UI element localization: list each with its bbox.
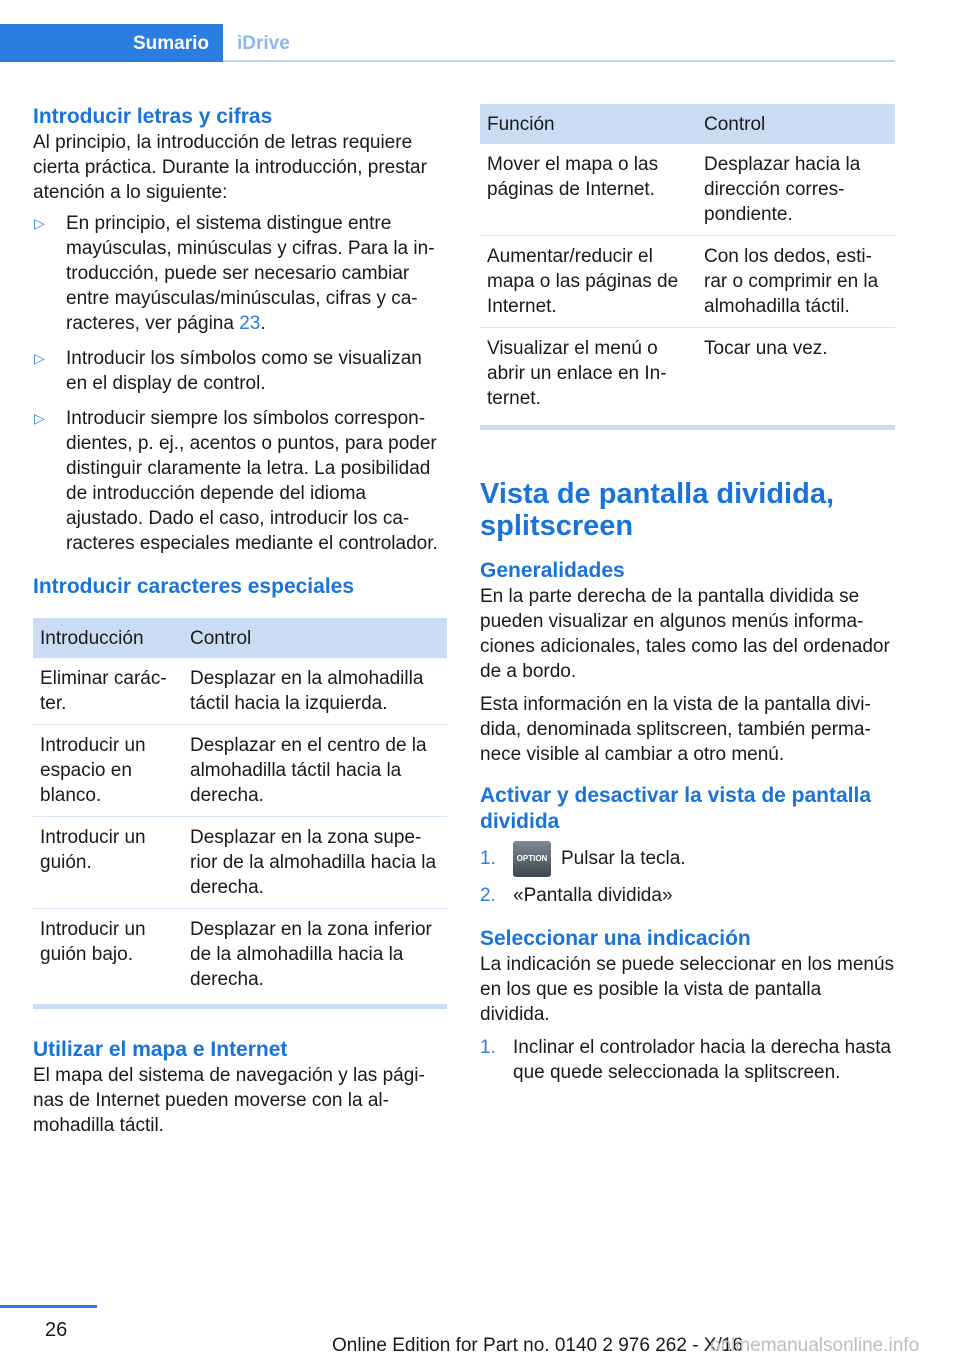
step-number: 2. [480, 885, 496, 907]
paragraph: Esta información en la vista de la pantalla dividida, denominada splitscreen, también permanece visible al cambiar a otro menú. [480, 694, 871, 765]
list-item [480, 841, 895, 877]
table-cell: Desplazar en la almohadilla táctil hacia la izquierda. [183, 658, 447, 725]
tab-sumario-label: Sumario [132, 33, 209, 54]
tab-idrive[interactable]: iDrive [237, 33, 290, 54]
table-cell: Desplazar en la zona superior de la almohadilla hacia la derecha. [183, 817, 447, 909]
list-item [33, 211, 447, 336]
function-control-table [480, 104, 895, 419]
bullet-list [33, 211, 447, 556]
column-header: Control [697, 104, 895, 144]
special-characters-table [33, 618, 447, 1000]
table-row [33, 725, 447, 817]
table-cell: Tocar una vez. [704, 338, 828, 359]
table-cell: Desplazar en la zona inferior de la almohadilla hacia la derecha. [190, 919, 432, 990]
left-column [33, 104, 447, 1146]
table-row [33, 658, 447, 725]
table-header-row [33, 618, 447, 658]
table-cell: Introducir un guión. [33, 817, 183, 909]
bullet-text-end: . [260, 313, 266, 334]
triangle-bullet-icon: ▷ [34, 350, 45, 366]
right-column [480, 104, 895, 1091]
bullet-text: Introducir siempre los símbolos correspondientes, p. ej., acentos o puntos, para poder distinguir claramente la letra. La posibilidad de introducción depende del idioma ajustado. Dado el caso, introducir los caracteres especiales mediante el controlador. [66, 408, 438, 554]
section-title-seleccionar: Seleccionar una indicación [480, 927, 751, 951]
paragraph: En la parte derecha de la pantalla dividida se pueden visualizar en algunos menús informaciones adicionales, tales como las del ordenador de a bordo. [480, 586, 890, 682]
page-number: 26 [45, 1319, 68, 1341]
table-cell: Introducir un guión bajo. [40, 919, 146, 965]
bullet-text: Introducir los símbolos como se visualizan en el display de control. [66, 348, 422, 394]
triangle-bullet-icon: ▷ [34, 215, 45, 231]
step-number: 1. [480, 1037, 496, 1059]
list-item [480, 1035, 895, 1085]
list-item [33, 346, 447, 396]
step-number: 1. [480, 848, 496, 869]
triangle-bullet-icon: ▷ [34, 410, 45, 426]
step-text: Pulsar la tecla. [561, 848, 686, 870]
column-header: Introducción [33, 618, 183, 658]
section-title-mapa: Utilizar el mapa e Internet [33, 1038, 288, 1061]
table-cell: Visualizar el menú o abrir un enlace en Internet. [487, 338, 667, 409]
chapter-title: Vista de pantalla dividida, splitscreen [480, 478, 835, 542]
list-item [33, 406, 447, 556]
header-divider [223, 60, 895, 62]
section-title-letras: Introducir letras y cifras [33, 105, 273, 128]
steps-activar [480, 841, 895, 908]
table-row [480, 144, 895, 236]
step-text: «Pantalla dividida» [513, 885, 673, 907]
step-text: Inclinar el controlador hacia la derecha hasta que quede seleccionada la splitscreen. [513, 1037, 892, 1084]
edition-note: Online Edition for Part no. 0140 2 976 262 - X/16 [332, 1335, 743, 1356]
header-bar [0, 0, 895, 62]
page-link[interactable]: 23 [239, 313, 261, 334]
table-end-bar [33, 1004, 447, 1009]
table-cell: Introducir un espacio en blanco. [33, 725, 183, 817]
bullet-text: En principio, el sistema distingue entre mayúsculas, minúsculas y cifras. Para la introducción, puede ser necesario cambiar entre mayúsculas/minúsculas, cifras y caracteres, ver página [66, 213, 435, 334]
table-cell: Aumentar/reducir el mapa o las páginas de Internet. [480, 236, 697, 328]
table-header-row [480, 104, 895, 144]
table-row [33, 909, 447, 1001]
section-title-activar: Activar y desactivar la vista de pantalla dividida [480, 784, 872, 833]
section-intro-letras: Al principio, la introducción de letras requiere cierta práctica. Durante la introducción, prestar atención a lo siguiente: [33, 132, 427, 203]
section-title-especiales: Introducir caracteres especiales [33, 575, 355, 598]
table-row [480, 236, 895, 328]
table-end-bar [480, 425, 895, 430]
watermark: onlinemanualsonline.info [710, 1335, 920, 1356]
section-text-mapa: El mapa del sistema de navegación y las páginas de Internet pueden moverse con la almohadilla táctil. [33, 1065, 425, 1136]
column-header: Control [183, 618, 447, 658]
paragraph: La indicación se puede seleccionar en los menús en los que es posible la vista de pantalla dividida. [480, 954, 895, 1026]
table-row [33, 817, 447, 909]
steps-seleccionar [480, 1035, 895, 1085]
table-row [480, 328, 895, 420]
tab-sumario[interactable] [0, 24, 223, 62]
footer-line [0, 1305, 97, 1308]
table-cell: Eliminar carácter. [33, 658, 183, 725]
list-item [480, 883, 895, 908]
option-button-icon: OPTION [513, 841, 551, 877]
section-title-generalidades: Generalidades [480, 559, 625, 582]
column-header: Función [480, 104, 697, 144]
table-cell: Desplazar hacia la dirección correspondiente. [697, 144, 895, 236]
table-cell: Desplazar en el centro de la almohadilla táctil hacia la derecha. [183, 725, 447, 817]
table-cell: Mover el mapa o las páginas de Internet. [480, 144, 697, 236]
table-cell: Con los dedos, estirar o comprimir en la almohadilla táctil. [697, 236, 895, 328]
